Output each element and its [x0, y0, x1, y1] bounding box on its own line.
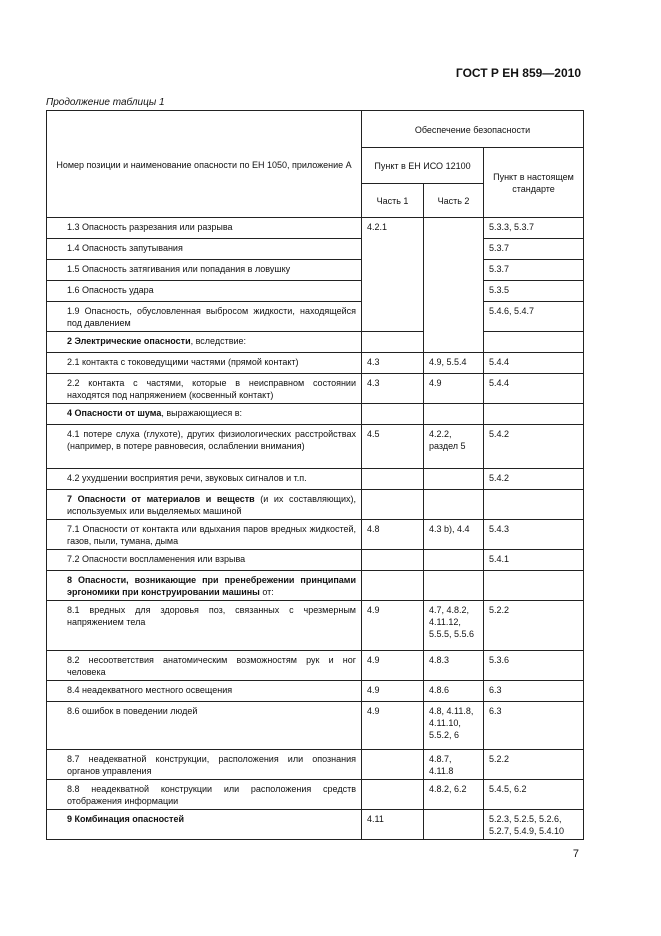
- row-text: 1.6 Опасность удара: [47, 281, 362, 302]
- table-row: [47, 469, 584, 490]
- row-text: [47, 404, 362, 425]
- row-part1: 4.8: [362, 520, 424, 550]
- row-standard: 5.4.5, 6.2: [484, 780, 584, 810]
- row-text: 7.1 Опасности от контакта или вдыхания паров вредных жидкостей, газов, пыли, тумана, дыма: [47, 520, 362, 550]
- table-row: [47, 374, 584, 404]
- row-part1: 4.3: [362, 353, 424, 374]
- row-text: 8.7 неадекватной конструкции, расположения или опознания органов управления: [47, 750, 362, 780]
- row-standard: 5.2.3, 5.2.5, 5.2.6, 5.2.7, 5.4.9, 5.4.10: [484, 810, 584, 840]
- section-title: 2 Электрические опасности: [67, 336, 191, 346]
- header-part2: Часть 2: [424, 184, 484, 218]
- row-part2: [424, 469, 484, 490]
- row-standard: [484, 571, 584, 601]
- section-title: 7 Опасности от материалов и веществ: [67, 494, 255, 504]
- row-part1: [362, 780, 424, 810]
- table-row: [47, 601, 584, 651]
- row-standard: 5.4.4: [484, 353, 584, 374]
- table-caption: Продолжение таблицы 1: [46, 97, 165, 108]
- row-standard: [484, 490, 584, 520]
- row-text: 4.2 ухудшении восприятия речи, звуковых сигналов и т.п.: [47, 469, 362, 490]
- row-part2: 4.9, 5.5.4: [424, 353, 484, 374]
- row-part1: [362, 469, 424, 490]
- table-row: [47, 353, 584, 374]
- row-text: 8.4 неадекватного местного освещения: [47, 681, 362, 702]
- row-part1: [362, 404, 424, 425]
- row-part2: [424, 550, 484, 571]
- row-text: [47, 810, 362, 840]
- section-title-rest: (и их составляющих), используемых или выделяемых машиной: [67, 494, 356, 516]
- row-part2: 4.2.2, раздел 5: [424, 425, 484, 469]
- row-standard: 5.4.3: [484, 520, 584, 550]
- table-row: [47, 571, 584, 601]
- row-text: [47, 571, 362, 601]
- table-row: [47, 651, 584, 681]
- header-part1: Часть 1: [362, 184, 424, 218]
- row-part1: 4.5: [362, 425, 424, 469]
- row-part1: [362, 490, 424, 520]
- row-part1: [362, 550, 424, 571]
- row-standard: 5.3.7: [484, 239, 584, 260]
- row-text: [47, 332, 362, 353]
- table-row: [47, 702, 584, 750]
- table-row: [47, 810, 584, 840]
- row-standard: 5.4.4: [484, 374, 584, 404]
- row-standard: 6.3: [484, 681, 584, 702]
- row-standard: [484, 404, 584, 425]
- row-part1: [362, 332, 424, 353]
- table-row: [47, 425, 584, 469]
- row-text: 4.1 потере слуха (глухоте), других физиологических расстройствах (например, в потере равновесия, ослаблении внимания): [47, 425, 362, 469]
- row-part1: 4.2.1: [362, 218, 424, 332]
- row-part2: 4.8.3: [424, 651, 484, 681]
- row-text: 1.9 Опасность, обусловленная выбросом жидкости, находящейся под давлением: [47, 302, 362, 332]
- section-title-rest: от:: [259, 587, 274, 597]
- row-part1: 4.3: [362, 374, 424, 404]
- row-part1: 4.9: [362, 681, 424, 702]
- row-part1: [362, 571, 424, 601]
- table-row: [47, 550, 584, 571]
- row-standard: 6.3: [484, 702, 584, 750]
- table-row: [47, 218, 584, 239]
- row-part2: 4.8.7, 4.11.8: [424, 750, 484, 780]
- document-code: ГОСТ Р ЕН 859—2010: [455, 66, 581, 80]
- row-text: 8.1 вредных для здоровья поз, связанных с чрезмерным напряжением тела: [47, 601, 362, 651]
- row-part2: [424, 810, 484, 840]
- row-part1: 4.9: [362, 702, 424, 750]
- row-standard: 5.2.2: [484, 601, 584, 651]
- row-standard: 5.3.7: [484, 260, 584, 281]
- row-standard: 5.4.2: [484, 469, 584, 490]
- header-safety: Обеспечение безопасности: [362, 111, 584, 148]
- row-part1: [362, 750, 424, 780]
- row-part2: [424, 404, 484, 425]
- table-row: [47, 780, 584, 810]
- row-text: 8.2 несоответствия анатомическим возможностям рук и ног человека: [47, 651, 362, 681]
- row-part1: 4.9: [362, 651, 424, 681]
- row-part1: 4.9: [362, 601, 424, 651]
- table-row: [47, 681, 584, 702]
- section-title-rest: , выражающиеся в:: [161, 408, 242, 418]
- row-text: 1.4 Опасность запутывания: [47, 239, 362, 260]
- row-standard: 5.4.6, 5.4.7: [484, 302, 584, 332]
- row-standard: 5.4.2: [484, 425, 584, 469]
- row-part2-empty: [424, 218, 484, 353]
- table-row: [47, 239, 584, 260]
- row-standard: [484, 332, 584, 353]
- row-standard: 5.3.6: [484, 651, 584, 681]
- row-text: 1.5 Опасность затягивания или попадания в ловушку: [47, 260, 362, 281]
- hazard-table: [46, 110, 584, 840]
- row-text: 8.6 ошибок в поведении людей: [47, 702, 362, 750]
- row-part2: 4.8.2, 6.2: [424, 780, 484, 810]
- row-part2: [424, 490, 484, 520]
- row-part2: [424, 571, 484, 601]
- row-standard: 5.2.2: [484, 750, 584, 780]
- row-text: 8.8 неадекватной конструкции или расположения средств отображения информации: [47, 780, 362, 810]
- row-part2: 4.9: [424, 374, 484, 404]
- section-title-rest: , вследствие:: [190, 336, 247, 346]
- table-header-row: [47, 111, 584, 148]
- row-part2: 4.7, 4.8.2, 4.11.12, 5.5.5, 5.5.6: [424, 601, 484, 651]
- row-standard: 5.3.3, 5.3.7: [484, 218, 584, 239]
- table-row: [47, 404, 584, 425]
- row-standard: 5.3.5: [484, 281, 584, 302]
- page-number: 7: [572, 848, 579, 860]
- row-text: 2.1 контакта с токоведущими частями (прямой контакт): [47, 353, 362, 374]
- table-row: [47, 281, 584, 302]
- table-row: [47, 750, 584, 780]
- table-row: [47, 302, 584, 332]
- row-part2: 4.8, 4.11.8, 4.11.10, 5.5.2, 6: [424, 702, 484, 750]
- row-part2: 4.8.6: [424, 681, 484, 702]
- row-text: 1.3 Опасность разрезания или разрыва: [47, 218, 362, 239]
- section-title: 9 Комбинация опасностей: [67, 814, 184, 824]
- table-row: [47, 490, 584, 520]
- row-text: 2.2 контакта с частями, которые в неисправном состоянии находятся под напряжением (косвенный контакт): [47, 374, 362, 404]
- row-text: [47, 490, 362, 520]
- row-standard: 5.4.1: [484, 550, 584, 571]
- row-part2: 4.3 b), 4.4: [424, 520, 484, 550]
- row-text: 7.2 Опасности воспламенения или взрыва: [47, 550, 362, 571]
- header-iso: Пункт в ЕН ИСО 12100: [362, 148, 484, 184]
- row-part1: 4.11: [362, 810, 424, 840]
- header-standard: Пункт в настоящем стандарте: [484, 148, 584, 218]
- table-row: [47, 332, 584, 353]
- section-title: 4 Опасности от шума: [67, 408, 162, 418]
- header-item: Номер позиции и наименование опасности по ЕН 1050, приложение А: [47, 111, 362, 218]
- table-row: [47, 520, 584, 550]
- table-row: [47, 260, 584, 281]
- section-title: 8 Опасности, возникающие при пренебрежении принципами эргономики при конструировании машины: [67, 575, 356, 597]
